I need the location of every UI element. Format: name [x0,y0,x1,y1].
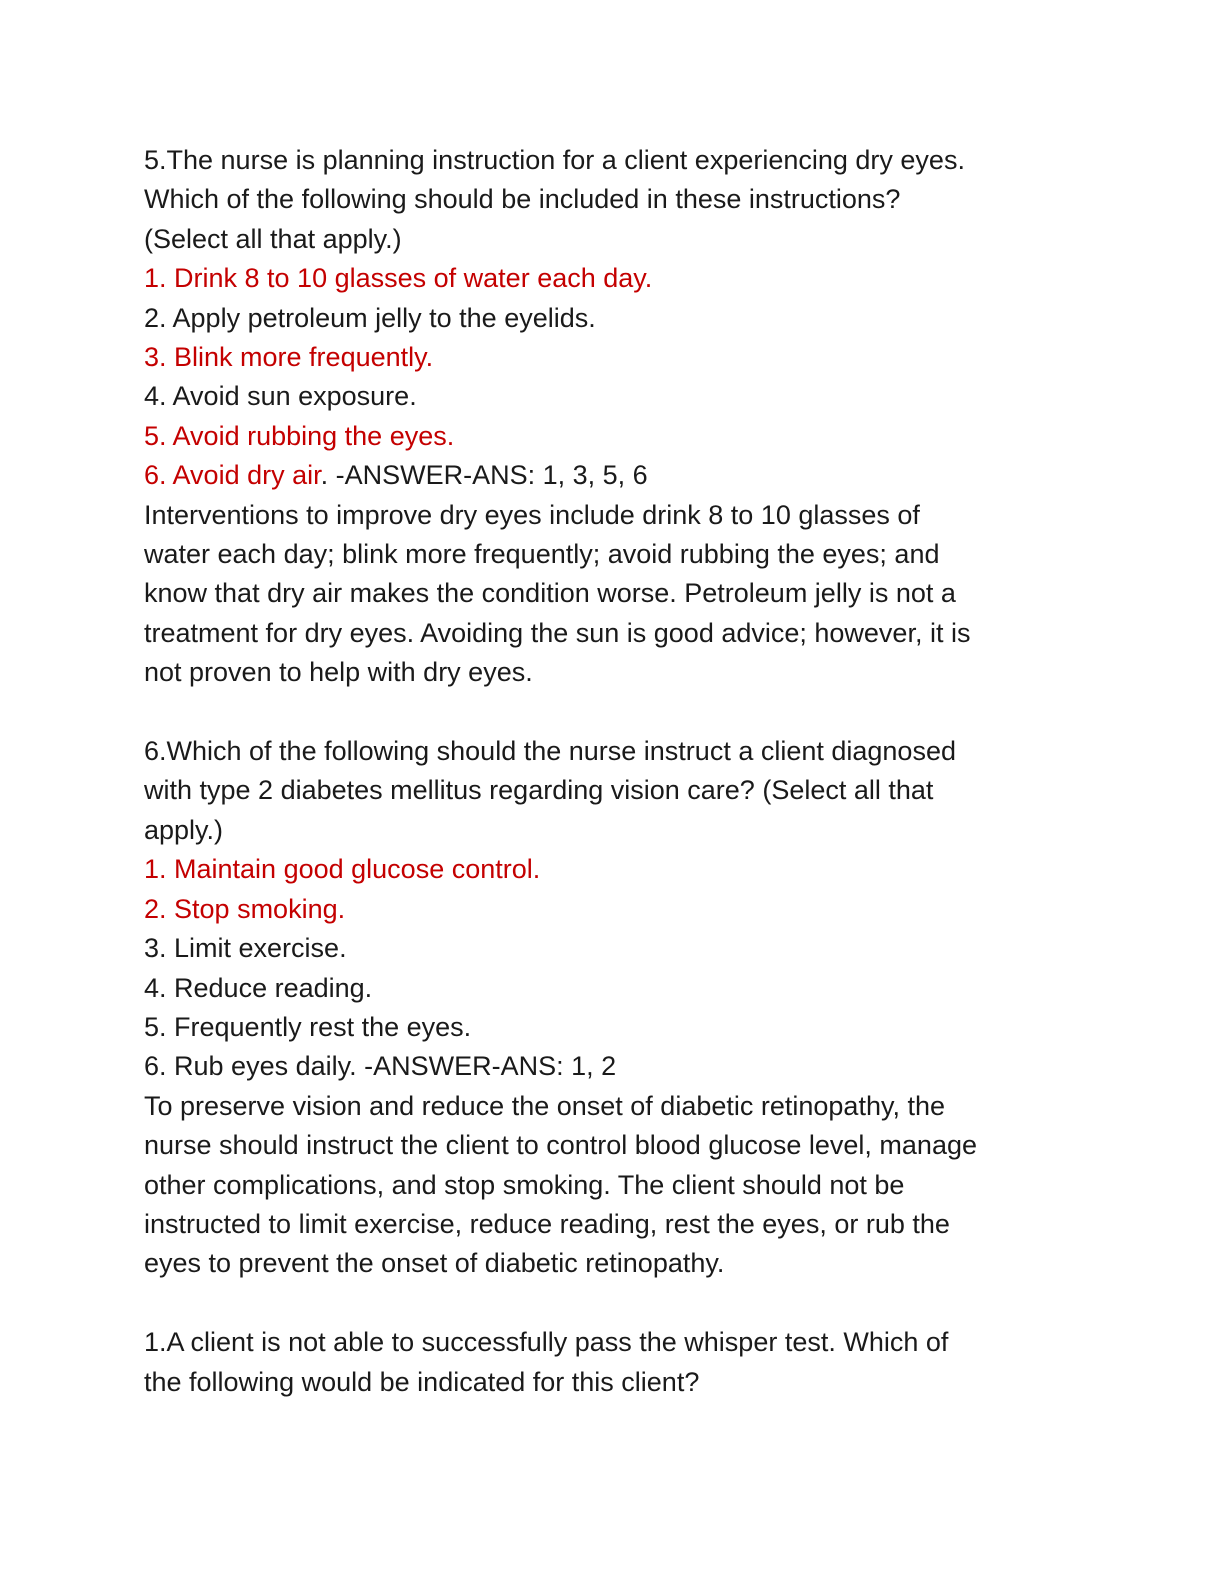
question-6-option-4: 4. Reduce reading. [144,972,373,1003]
question-6-stem-line-3: apply.) [144,814,224,845]
question-1-stem-line-1: 1.A client is not able to successfully pass the whisper test. Which of [144,1327,949,1358]
question-5-option-3: 3. Blink more frequently. [144,342,434,373]
question-6-rationale-line-5: eyes to prevent the onset of diabetic retinopathy. [144,1248,725,1279]
question-6-rationale-line-4: instructed to limit exercise, reduce reading, rest the eyes, or rub the [144,1208,950,1239]
paragraph-spacer [144,693,1084,732]
question-5-rationale-line-4: treatment for dry eyes. Avoiding the sun is good advice; however, it is [144,617,971,648]
question-5-stem-line-1: 5.The nurse is planning instruction for a client experiencing dry eyes. [144,145,965,175]
question-6 [144,732,1084,1284]
question-5-rationale-line-3: know that dry air makes the condition worse. Petroleum jelly is not a [144,578,956,609]
question-5-option-2: 2. Apply petroleum jelly to the eyelids. [144,302,596,333]
question-6-option-6: 6. Rub eyes daily. -ANSWER-ANS: 1, 2 [144,1051,617,1082]
question-1-stem-line-2: the following would be indicated for this client? [144,1366,700,1397]
document-page [144,141,1084,1402]
question-5-stem-line-2: Which of the following should be included in these instructions? [144,184,901,215]
question-6-option-1: 1. Maintain good glucose control. [144,854,541,885]
question-6-stem-line-2: with type 2 diabetes mellitus regarding vision care? (Select all that [144,775,934,806]
question-6-option-5: 5. Frequently rest the eyes. [144,1011,472,1042]
question-6-option-2: 2. Stop smoking. [144,893,346,924]
question-5-option-6-line [144,456,1084,495]
question-5-option-5: 5. Avoid rubbing the eyes. [144,420,455,451]
question-6-stem-line-1: 6.Which of the following should the nurse instruct a client diagnosed [144,736,956,767]
question-5 [144,141,1084,693]
question-1 [144,1323,1084,1402]
question-5-option-1: 1. Drink 8 to 10 glasses of water each day. [144,263,653,294]
question-5-rationale-line-2: water each day; blink more frequently; avoid rubbing the eyes; and [144,539,940,570]
question-5-rationale-line-5: not proven to help with dry eyes. [144,657,533,688]
paragraph-spacer [144,1284,1084,1323]
question-6-option-3: 3. Limit exercise. [144,933,347,964]
question-6-rationale-line-2: nurse should instruct the client to control blood glucose level, manage [144,1130,977,1161]
question-6-rationale-line-3: other complications, and stop smoking. The client should not be [144,1169,905,1200]
question-5-answer: . -ANSWER-ANS: 1, 3, 5, 6 [320,460,648,491]
question-5-option-4: 4. Avoid sun exposure. [144,381,417,412]
question-6-rationale-line-1: To preserve vision and reduce the onset of diabetic retinopathy, the [144,1090,945,1121]
question-5-rationale-line-1: Interventions to improve dry eyes include drink 8 to 10 glasses of [144,499,920,530]
question-5-stem-line-3: (Select all that apply.) [144,223,402,254]
question-5-option-6: 6. Avoid dry air [144,460,321,491]
